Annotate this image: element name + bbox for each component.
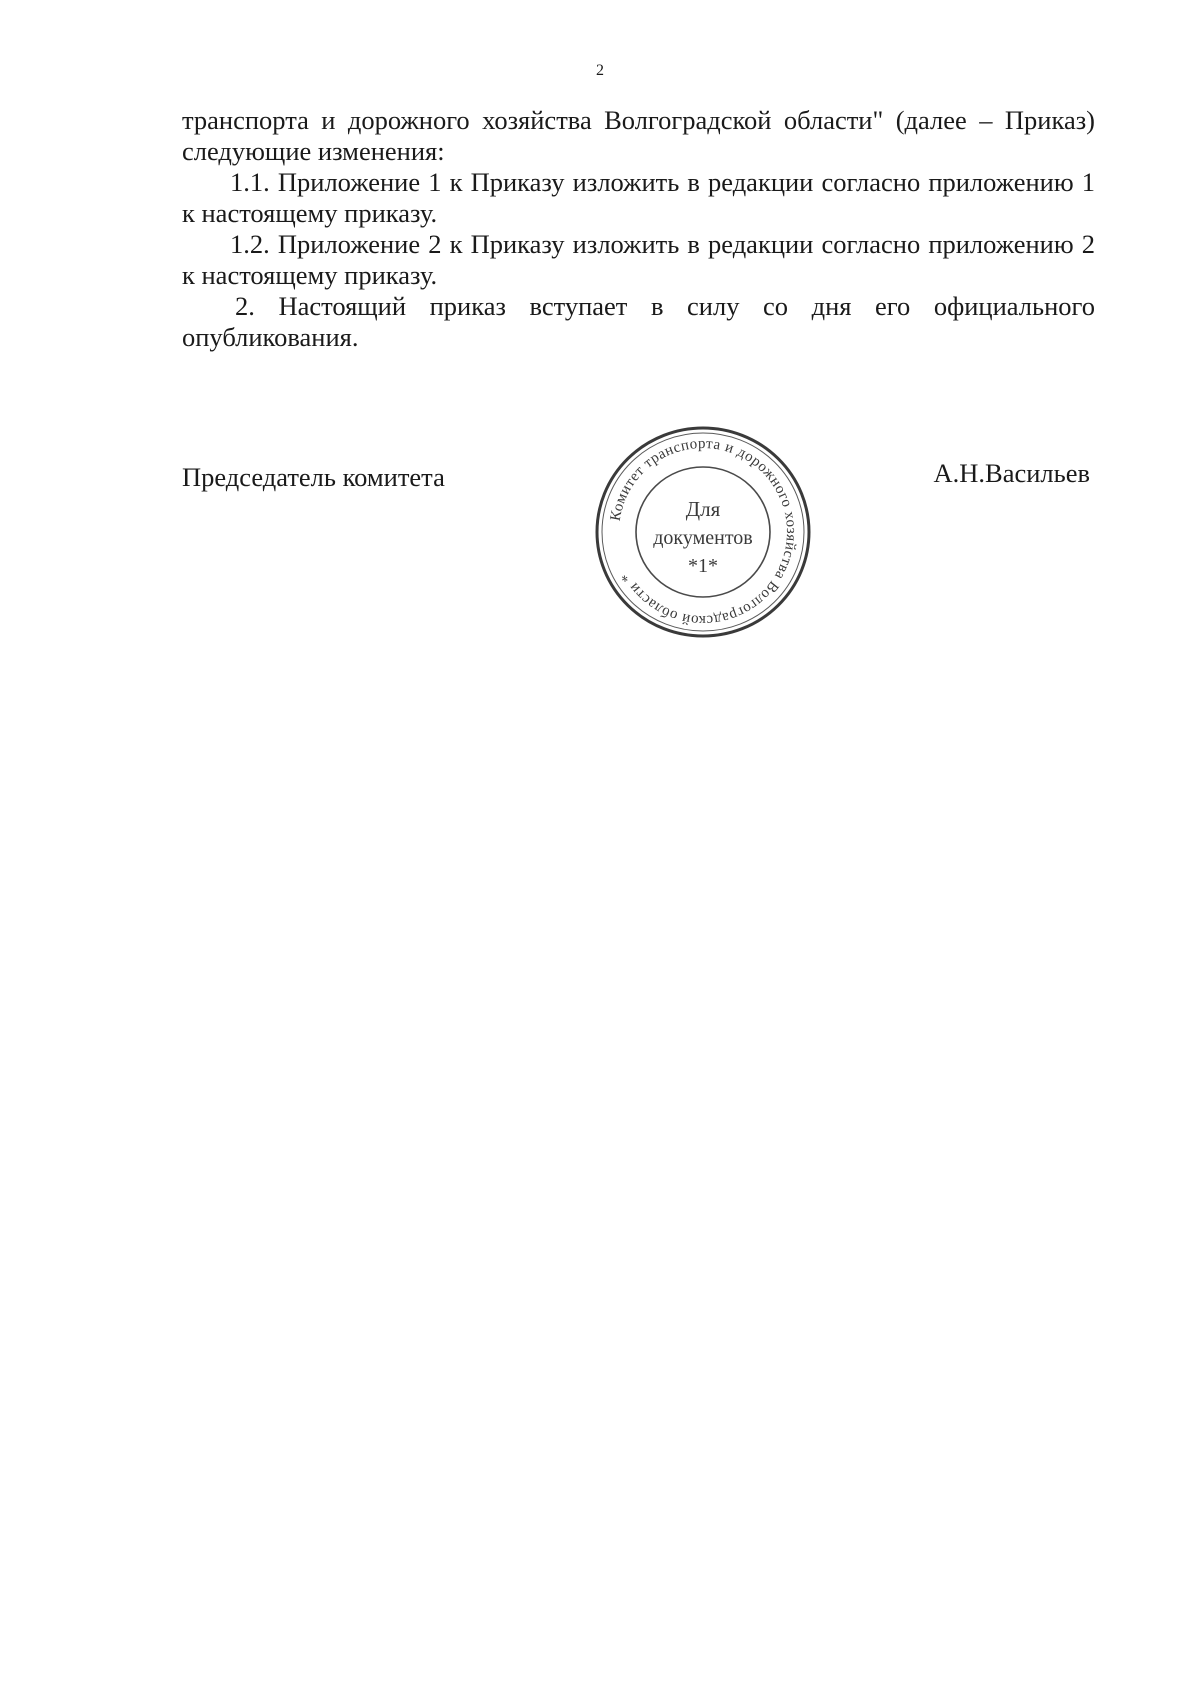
signatory-name: А.Н.Васильев	[933, 458, 1090, 488]
paragraph-item-1-1: 1.1. Приложение 1 к Приказу изложить в редакции согласно приложению 1 к настоящему приказу.	[182, 167, 1095, 228]
official-seal	[588, 420, 818, 645]
seal-center-line-1: Для	[685, 497, 721, 521]
signatory-title: Председатель комитета	[182, 462, 445, 492]
paragraph-item-1-2: 1.2. Приложение 2 к Приказу изложить в редакции согласно приложению 2 к настоящему приказу.	[182, 229, 1095, 290]
document-body	[182, 105, 1095, 353]
seal-icon	[588, 420, 818, 645]
seal-center-line-2: документов	[653, 527, 753, 549]
paragraph-intro: транспорта и дорожного хозяйства Волгоградской области" (далее – Приказ) следующие изменения:	[182, 105, 1095, 166]
page-number: 2	[596, 62, 604, 79]
paragraph-item-2: 2. Настоящий приказ вступает в силу со дня его официального опубликования.	[182, 291, 1095, 352]
seal-center-line-3: *1*	[688, 555, 718, 577]
seal-ring-text: Комитет транспорта и дорожного хозяйства Волгоградской области *	[607, 435, 800, 629]
